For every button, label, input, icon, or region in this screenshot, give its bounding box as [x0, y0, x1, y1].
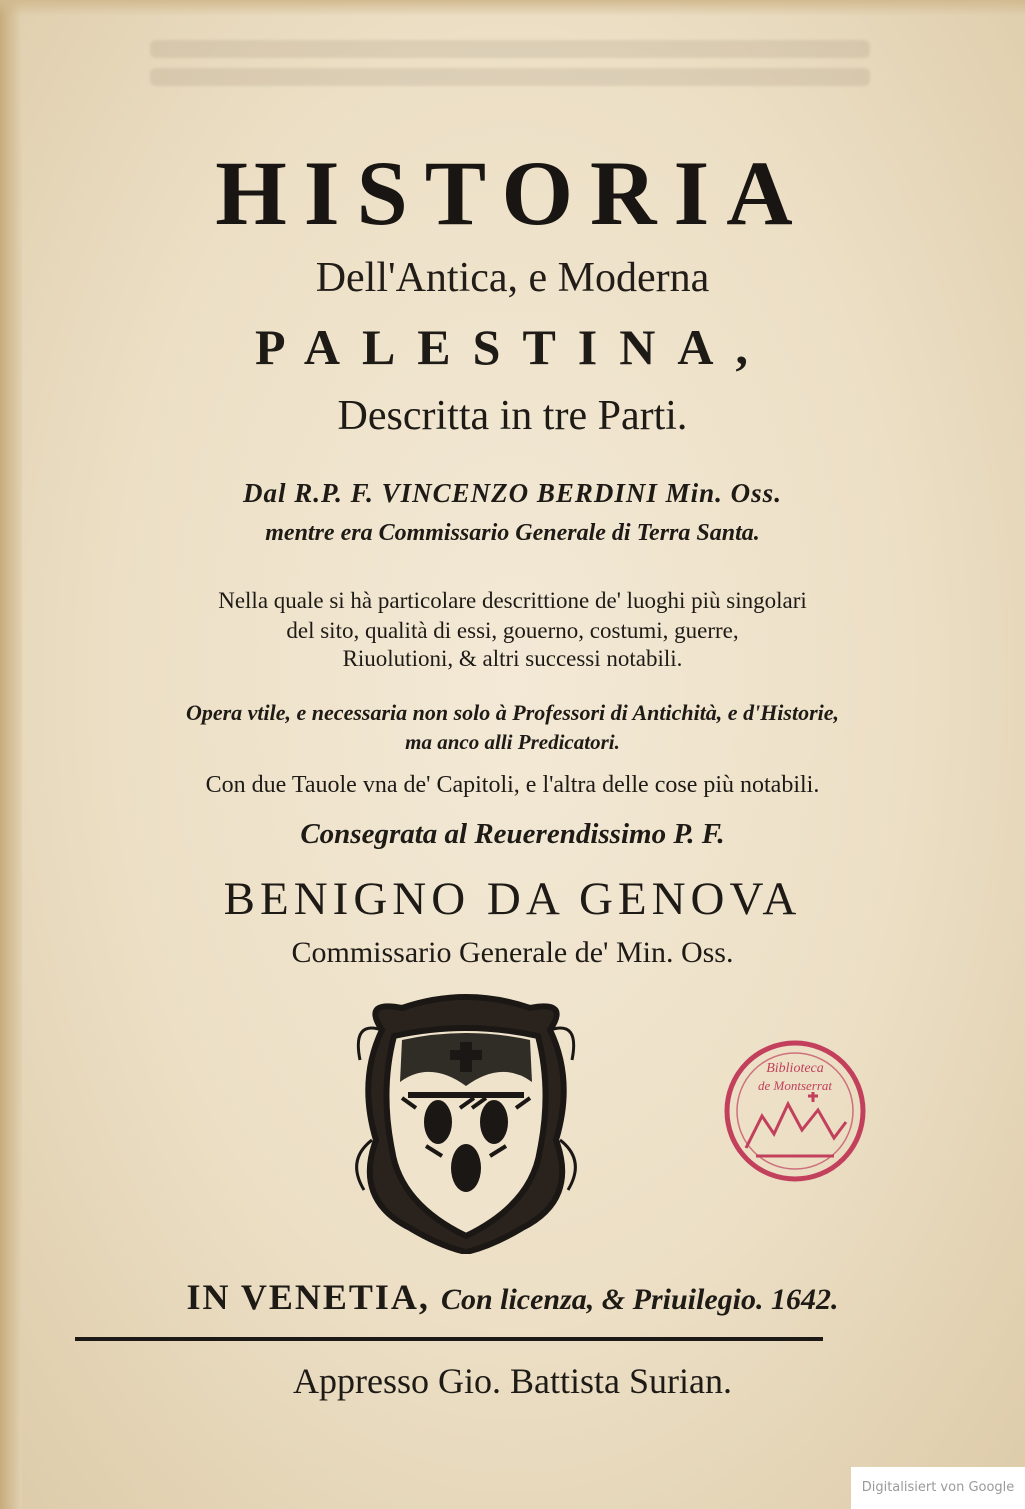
description-line-3: Riuolutioni, & altri successi notabili.	[342, 646, 683, 671]
library-stamp	[722, 1038, 868, 1184]
subtitle-line-3: Descritta in tre Parti.	[337, 393, 688, 439]
author-line-2: mentre era Commissario Generale di Terra Santa.	[265, 520, 760, 546]
coat-of-arms-emblem	[342, 990, 590, 1254]
google-watermark: Digitalisiert von Google	[851, 1467, 1025, 1509]
page-top-shadow	[0, 0, 1025, 16]
dedication-line: Consegrata al Reuerendissimo P. F.	[300, 818, 725, 850]
description-line-1: Nella quale si hà particolare descrittione de' luoghi più singolari	[218, 588, 807, 613]
book-title: HISTORIA	[215, 142, 810, 244]
opera-line-2: ma anco alli Predicatori.	[405, 730, 620, 754]
imprint-license: Con licenza, & Priuilegio. 1642.	[440, 1283, 839, 1316]
horizontal-rule	[75, 1337, 823, 1341]
show-through-ink	[150, 30, 870, 90]
subtitle-line-2: PALESTINA,	[255, 319, 770, 375]
imprint-line	[0, 1276, 1025, 1318]
imprint-place: IN VENETIA,	[186, 1277, 430, 1317]
stamp-text-2: de Montserrat	[757, 1078, 833, 1093]
opera-line-1: Opera vtile, e necessaria non solo à Professori di Antichità, e d'Historie,	[185, 700, 840, 725]
dedicatee-title: Commissario Generale de' Min. Oss.	[291, 936, 734, 969]
author-line-1: Dal R.P. F. VINCENZO BERDINI Min. Oss.	[243, 478, 782, 508]
dedicatee-name: BENIGNO DA GENOVA	[223, 873, 802, 925]
stamp-text-1: Biblioteca	[766, 1061, 824, 1076]
subtitle-line-1: Dell'Antica, e Moderna	[315, 255, 710, 301]
tables-line: Con due Tauole vna de' Capitoli, e l'altra delle cose più notabili.	[205, 772, 820, 798]
printer-line: Appresso Gio. Battista Surian.	[293, 1361, 732, 1401]
description-line-2: del sito, qualità di essi, gouerno, costumi, guerre,	[286, 618, 739, 643]
